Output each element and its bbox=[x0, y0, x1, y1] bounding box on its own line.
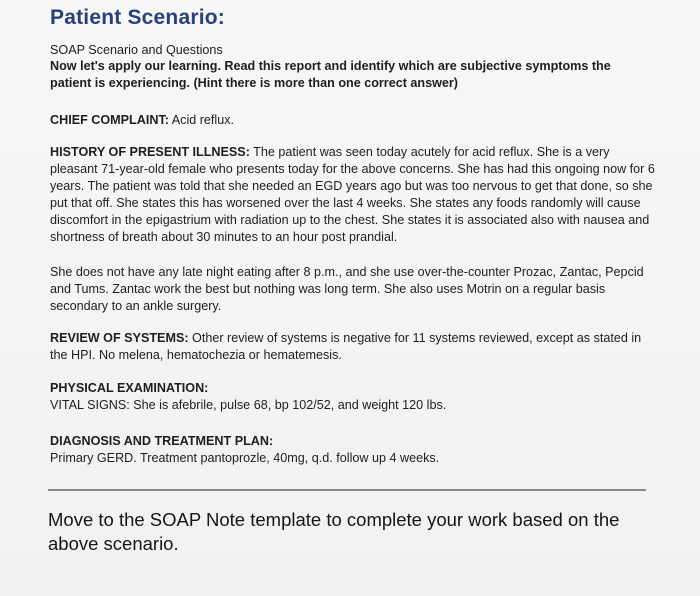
subtitle: SOAP Scenario and Questions bbox=[50, 43, 223, 57]
chief-complaint-text: Acid reflux. bbox=[168, 113, 235, 127]
chief-complaint-label: CHIEF COMPLAINT: bbox=[50, 113, 169, 127]
diagnosis-text: Primary GERD. Treatment pantoprozle, 40mg, q.d. follow up 4 weeks. bbox=[50, 451, 440, 465]
chief-complaint-section bbox=[50, 112, 655, 129]
ros-section bbox=[50, 330, 655, 364]
instructions: Now let's apply our learning. Read this report and identify which are subjective symptoms the patient is experiencing. (Hint there is more than one correct answer) bbox=[50, 59, 611, 90]
divider bbox=[48, 489, 646, 491]
physical-exam-label: PHYSICAL EXAMINATION: bbox=[50, 381, 209, 395]
hpi-paragraph-2: She does not have any late night eating after 8 p.m., and she use over-the-counter Prozac, Zantac, Pepcid and Tums. Zantac work the best but nothing was long term. She also uses Motrin on a regular basis secondary to an ankle surgery. bbox=[50, 265, 644, 313]
diagnosis-section bbox=[50, 433, 655, 467]
physical-exam-section bbox=[50, 380, 655, 414]
diagnosis-label: DIAGNOSIS AND TREATMENT PLAN: bbox=[50, 434, 274, 448]
hpi-label: HISTORY OF PRESENT ILLNESS: bbox=[50, 145, 250, 159]
hpi-text: The patient was seen today acutely for acid reflux. She is a very pleasant 71-year-old female who presents today for the above concerns. She has had this ongoing now for 6 years. The patient was told that she needed an EGD years ago but was too nervous to get that done, so she put that off. She states this has worsened over the last 4 weeks. She states any foods randomly will cause discomfort in the epigastrium with radiation up to the chest. She states it is associated also with nausea and shortness of breath about 30 minutes to an hour post prandial. bbox=[50, 145, 655, 244]
ros-text: Other review of systems is negative for 11 systems reviewed, except as stated in the HPI. No melena, hematochezia or hematemesis. bbox=[50, 331, 642, 362]
footer-instruction: Move to the SOAP Note template to complete your work based on the above scenario. bbox=[48, 509, 620, 554]
vital-signs-text: VITAL SIGNS: She is afebrile, pulse 68, bp 102/52, and weight 120 lbs. bbox=[50, 398, 447, 412]
ros-label: REVIEW OF SYSTEMS: bbox=[50, 331, 189, 345]
hpi-section bbox=[50, 144, 655, 246]
page-title: Patient Scenario: bbox=[50, 6, 225, 29]
